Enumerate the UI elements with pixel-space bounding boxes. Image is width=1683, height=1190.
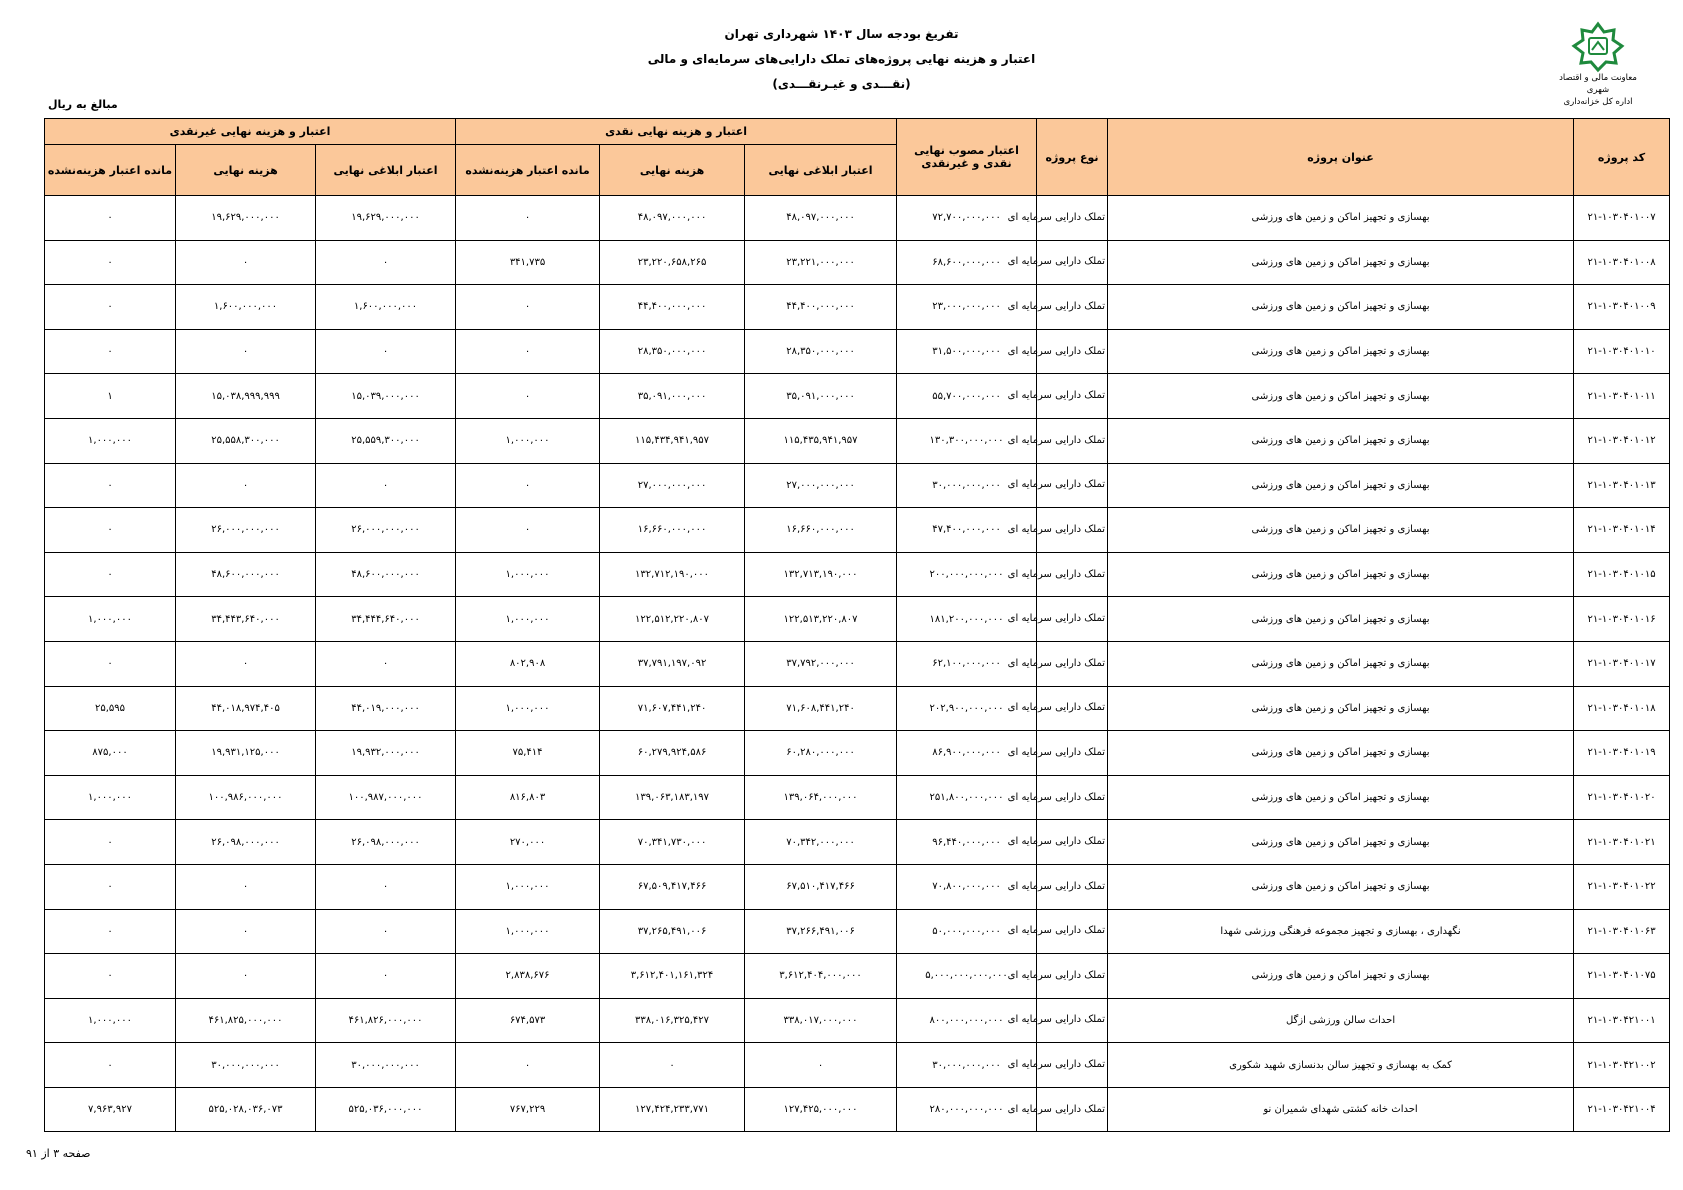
cell-type: تملک دارایی سرمایه ای bbox=[1037, 954, 1108, 999]
cell-title: بهسازی و تجهیز اماکن و زمین های ورزشی bbox=[1108, 285, 1574, 330]
cell-code: ۲۱-۱۰۳۰۴۰۱۰۶۳ bbox=[1574, 909, 1670, 954]
cell-cash-notified: ۰ bbox=[745, 1043, 897, 1088]
cell-nc-notified: ۱۵,۰۳۹,۰۰۰,۰۰۰ bbox=[316, 374, 456, 419]
cell-cash-cost: ۳۵,۰۹۱,۰۰۰,۰۰۰ bbox=[600, 374, 745, 419]
cell-cash-notified: ۲۸,۳۵۰,۰۰۰,۰۰۰ bbox=[745, 329, 897, 374]
cell-code: ۲۱-۱۰۳۰۴۰۱۰۱۰ bbox=[1574, 329, 1670, 374]
cell-code: ۲۱-۱۰۳۰۴۰۱۰۱۸ bbox=[1574, 686, 1670, 731]
cell-title: احداث سالن ورزشی ازگل bbox=[1108, 998, 1574, 1043]
cell-nc-cost: ۴۴,۰۱۸,۹۷۴,۴۰۵ bbox=[176, 686, 316, 731]
cell-approved: ۳۰,۰۰۰,۰۰۰,۰۰۰ bbox=[897, 1043, 1037, 1088]
table-row bbox=[45, 641, 1670, 686]
cell-nc-notified: ۴۶۱,۸۲۶,۰۰۰,۰۰۰ bbox=[316, 998, 456, 1043]
table-row bbox=[45, 552, 1670, 597]
table-row bbox=[45, 374, 1670, 419]
table-row bbox=[45, 998, 1670, 1043]
logo-caption-deputy: معاونت مالی و اقتصاد شهری bbox=[1559, 73, 1637, 95]
cell-nc-remaining: ۰ bbox=[45, 1043, 176, 1088]
cell-cash-remaining: ۲۷۰,۰۰۰ bbox=[456, 820, 600, 865]
cell-cash-remaining: ۲,۸۳۸,۶۷۶ bbox=[456, 954, 600, 999]
cell-nc-remaining: ۱ bbox=[45, 374, 176, 419]
cell-cash-remaining: ۱,۰۰۰,۰۰۰ bbox=[456, 864, 600, 909]
cell-cash-remaining: ۸۱۶,۸۰۳ bbox=[456, 775, 600, 820]
cell-nc-notified: ۰ bbox=[316, 463, 456, 508]
cell-cash-notified: ۱۲۲,۵۱۳,۲۲۰,۸۰۷ bbox=[745, 597, 897, 642]
cell-cash-notified: ۷۰,۳۴۲,۰۰۰,۰۰۰ bbox=[745, 820, 897, 865]
cell-nc-cost: ۰ bbox=[176, 463, 316, 508]
cell-cash-cost: ۳۳۸,۰۱۶,۳۲۵,۴۲۷ bbox=[600, 998, 745, 1043]
table-row bbox=[45, 954, 1670, 999]
cell-nc-cost: ۰ bbox=[176, 641, 316, 686]
cell-cash-notified: ۳۷,۷۹۲,۰۰۰,۰۰۰ bbox=[745, 641, 897, 686]
cell-approved: ۵,۰۰۰,۰۰۰,۰۰۰,۰۰۰ bbox=[897, 954, 1037, 999]
cell-approved: ۳۱,۵۰۰,۰۰۰,۰۰۰ bbox=[897, 329, 1037, 374]
table-row bbox=[45, 864, 1670, 909]
cell-approved: ۴۷,۴۰۰,۰۰۰,۰۰۰ bbox=[897, 508, 1037, 553]
cell-cash-notified: ۴۴,۴۰۰,۰۰۰,۰۰۰ bbox=[745, 285, 897, 330]
cell-cash-notified: ۶۰,۲۸۰,۰۰۰,۰۰۰ bbox=[745, 731, 897, 776]
cell-nc-cost: ۴۸,۶۰۰,۰۰۰,۰۰۰ bbox=[176, 552, 316, 597]
cell-nc-remaining: ۸۷۵,۰۰۰ bbox=[45, 731, 176, 776]
col-group-cash: اعتبار و هزینه نهایی نقدی bbox=[456, 119, 897, 145]
cell-code: ۲۱-۱۰۳۰۴۲۱۰۰۴ bbox=[1574, 1087, 1670, 1132]
cell-nc-cost: ۱۰۰,۹۸۶,۰۰۰,۰۰۰ bbox=[176, 775, 316, 820]
cell-nc-notified: ۴۸,۶۰۰,۰۰۰,۰۰۰ bbox=[316, 552, 456, 597]
cell-nc-cost: ۴۶۱,۸۲۵,۰۰۰,۰۰۰ bbox=[176, 998, 316, 1043]
table-row bbox=[45, 418, 1670, 463]
cell-title: بهسازی و تجهیز اماکن و زمین های ورزشی bbox=[1108, 196, 1574, 241]
cell-cash-remaining: ۱,۰۰۰,۰۰۰ bbox=[456, 597, 600, 642]
cell-cash-cost: ۳۷,۷۹۱,۱۹۷,۰۹۲ bbox=[600, 641, 745, 686]
cell-type: تملک دارایی سرمایه ای bbox=[1037, 909, 1108, 954]
table-row bbox=[45, 240, 1670, 285]
table-row bbox=[45, 597, 1670, 642]
cell-code: ۲۱-۱۰۳۰۴۰۱۰۷۵ bbox=[1574, 954, 1670, 999]
cell-type: تملک دارایی سرمایه ای bbox=[1037, 864, 1108, 909]
cell-cash-remaining: ۰ bbox=[456, 285, 600, 330]
table-row bbox=[45, 775, 1670, 820]
document-header bbox=[0, 22, 1683, 97]
cell-code: ۲۱-۱۰۳۰۴۰۱۰۱۵ bbox=[1574, 552, 1670, 597]
cell-nc-notified: ۱۹,۶۲۹,۰۰۰,۰۰۰ bbox=[316, 196, 456, 241]
cell-type: تملک دارایی سرمایه ای bbox=[1037, 508, 1108, 553]
cell-cash-remaining: ۶۷۴,۵۷۳ bbox=[456, 998, 600, 1043]
cell-code: ۲۱-۱۰۳۰۴۰۱۰۱۲ bbox=[1574, 418, 1670, 463]
cell-type: تملک دارایی سرمایه ای bbox=[1037, 998, 1108, 1043]
table-row bbox=[45, 820, 1670, 865]
cell-approved: ۵۰,۰۰۰,۰۰۰,۰۰۰ bbox=[897, 909, 1037, 954]
table-row bbox=[45, 463, 1670, 508]
cell-code: ۲۱-۱۰۳۰۴۲۱۰۰۱ bbox=[1574, 998, 1670, 1043]
col-header-cash-notified: اعتبار ابلاغی نهایی bbox=[745, 145, 897, 196]
cell-title: بهسازی و تجهیز اماکن و زمین های ورزشی bbox=[1108, 552, 1574, 597]
cell-nc-cost: ۱۹,۹۳۱,۱۲۵,۰۰۰ bbox=[176, 731, 316, 776]
cell-cash-remaining: ۰ bbox=[456, 196, 600, 241]
cell-cash-notified: ۳,۶۱۲,۴۰۴,۰۰۰,۰۰۰ bbox=[745, 954, 897, 999]
cell-code: ۲۱-۱۰۳۰۴۰۱۰۱۱ bbox=[1574, 374, 1670, 419]
cell-nc-remaining: ۰ bbox=[45, 864, 176, 909]
col-header-approved: اعتبار مصوب نهایی نقدی و غیرنقدی bbox=[897, 119, 1037, 196]
cell-title: بهسازی و تجهیز اماکن و زمین های ورزشی bbox=[1108, 686, 1574, 731]
cell-cash-remaining: ۱,۰۰۰,۰۰۰ bbox=[456, 552, 600, 597]
cell-cash-notified: ۲۳,۲۲۱,۰۰۰,۰۰۰ bbox=[745, 240, 897, 285]
cell-cash-remaining: ۰ bbox=[456, 329, 600, 374]
cell-type: تملک دارایی سرمایه ای bbox=[1037, 240, 1108, 285]
table-row bbox=[45, 285, 1670, 330]
cell-nc-notified: ۰ bbox=[316, 641, 456, 686]
cell-nc-cost: ۰ bbox=[176, 329, 316, 374]
cell-approved: ۹۶,۴۴۰,۰۰۰,۰۰۰ bbox=[897, 820, 1037, 865]
cell-nc-notified: ۱۰۰,۹۸۷,۰۰۰,۰۰۰ bbox=[316, 775, 456, 820]
cell-nc-remaining: ۰ bbox=[45, 552, 176, 597]
cell-cash-cost: ۲۷,۰۰۰,۰۰۰,۰۰۰ bbox=[600, 463, 745, 508]
cell-approved: ۱۸۱,۲۰۰,۰۰۰,۰۰۰ bbox=[897, 597, 1037, 642]
cell-cash-remaining: ۷۶۷,۲۲۹ bbox=[456, 1087, 600, 1132]
municipality-logo bbox=[1548, 22, 1648, 108]
cell-type: تملک دارایی سرمایه ای bbox=[1037, 820, 1108, 865]
cell-nc-cost: ۲۶,۰۹۸,۰۰۰,۰۰۰ bbox=[176, 820, 316, 865]
cell-nc-remaining: ۰ bbox=[45, 909, 176, 954]
cell-code: ۲۱-۱۰۳۰۴۰۱۰۱۷ bbox=[1574, 641, 1670, 686]
cell-cash-cost: ۶۰,۲۷۹,۹۲۴,۵۸۶ bbox=[600, 731, 745, 776]
cell-nc-remaining: ۱,۰۰۰,۰۰۰ bbox=[45, 775, 176, 820]
cell-code: ۲۱-۱۰۳۰۴۰۱۰۰۸ bbox=[1574, 240, 1670, 285]
table-row bbox=[45, 329, 1670, 374]
col-header-code: کد پروژه bbox=[1574, 119, 1670, 196]
table-row bbox=[45, 909, 1670, 954]
report-title: اعتبار و هزینه نهایی پروژه‌های تملک دارایی‌های سرمایه‌ای و مالی bbox=[647, 52, 1036, 66]
cell-cash-remaining: ۰ bbox=[456, 463, 600, 508]
cell-nc-remaining: ۲۵,۵۹۵ bbox=[45, 686, 176, 731]
cell-title: بهسازی و تجهیز اماکن و زمین های ورزشی bbox=[1108, 954, 1574, 999]
table-row bbox=[45, 731, 1670, 776]
cell-nc-notified: ۳۴,۴۴۴,۶۴۰,۰۰۰ bbox=[316, 597, 456, 642]
cell-title: بهسازی و تجهیز اماکن و زمین های ورزشی bbox=[1108, 820, 1574, 865]
cell-cash-cost: ۶۷,۵۰۹,۴۱۷,۴۶۶ bbox=[600, 864, 745, 909]
cell-type: تملک دارایی سرمایه ای bbox=[1037, 329, 1108, 374]
cell-title: بهسازی و تجهیز اماکن و زمین های ورزشی bbox=[1108, 775, 1574, 820]
cell-cash-remaining: ۳۴۱,۷۳۵ bbox=[456, 240, 600, 285]
cell-cash-notified: ۳۳۸,۰۱۷,۰۰۰,۰۰۰ bbox=[745, 998, 897, 1043]
tehran-municipality-emblem-icon bbox=[1571, 22, 1625, 72]
cell-type: تملک دارایی سرمایه ای bbox=[1037, 463, 1108, 508]
cell-approved: ۷۲,۷۰۰,۰۰۰,۰۰۰ bbox=[897, 196, 1037, 241]
cell-nc-remaining: ۱,۰۰۰,۰۰۰ bbox=[45, 998, 176, 1043]
col-header-noncash-notified: اعتبار ابلاغی نهایی bbox=[316, 145, 456, 196]
cell-title: بهسازی و تجهیز اماکن و زمین های ورزشی bbox=[1108, 508, 1574, 553]
cell-nc-cost: ۲۶,۰۰۰,۰۰۰,۰۰۰ bbox=[176, 508, 316, 553]
cell-cash-cost: ۰ bbox=[600, 1043, 745, 1088]
report-subtitle: (نقـــدی و غیـرنقـــدی) bbox=[772, 77, 911, 91]
cell-cash-notified: ۱۱۵,۴۳۵,۹۴۱,۹۵۷ bbox=[745, 418, 897, 463]
cell-cash-notified: ۱۳۹,۰۶۴,۰۰۰,۰۰۰ bbox=[745, 775, 897, 820]
cell-cash-cost: ۷۱,۶۰۷,۴۴۱,۲۴۰ bbox=[600, 686, 745, 731]
cell-nc-cost: ۱,۶۰۰,۰۰۰,۰۰۰ bbox=[176, 285, 316, 330]
cell-approved: ۲۰۰,۰۰۰,۰۰۰,۰۰۰ bbox=[897, 552, 1037, 597]
cell-approved: ۳۰,۰۰۰,۰۰۰,۰۰۰ bbox=[897, 463, 1037, 508]
cell-type: تملک دارایی سرمایه ای bbox=[1037, 1087, 1108, 1132]
table-row bbox=[45, 686, 1670, 731]
units-note: مبالغ به ریال bbox=[48, 98, 118, 111]
cell-approved: ۱۳۰,۳۰۰,۰۰۰,۰۰۰ bbox=[897, 418, 1037, 463]
cell-cash-cost: ۲۳,۲۲۰,۶۵۸,۲۶۵ bbox=[600, 240, 745, 285]
cell-cash-notified: ۷۱,۶۰۸,۴۴۱,۲۴۰ bbox=[745, 686, 897, 731]
cell-nc-cost: ۰ bbox=[176, 864, 316, 909]
cell-nc-remaining: ۰ bbox=[45, 508, 176, 553]
cell-nc-remaining: ۰ bbox=[45, 641, 176, 686]
cell-cash-cost: ۱۲۷,۴۲۴,۲۳۳,۷۷۱ bbox=[600, 1087, 745, 1132]
cell-nc-notified: ۲۶,۰۰۰,۰۰۰,۰۰۰ bbox=[316, 508, 456, 553]
cell-title: بهسازی و تجهیز اماکن و زمین های ورزشی bbox=[1108, 329, 1574, 374]
cell-nc-cost: ۰ bbox=[176, 240, 316, 285]
cell-nc-cost: ۰ bbox=[176, 909, 316, 954]
cell-nc-notified: ۰ bbox=[316, 329, 456, 374]
col-header-type: نوع پروژه bbox=[1037, 119, 1108, 196]
cell-approved: ۲۰۲,۹۰۰,۰۰۰,۰۰۰ bbox=[897, 686, 1037, 731]
cell-nc-remaining: ۰ bbox=[45, 196, 176, 241]
cell-cash-remaining: ۰ bbox=[456, 508, 600, 553]
cell-nc-notified: ۱۹,۹۳۲,۰۰۰,۰۰۰ bbox=[316, 731, 456, 776]
cell-cash-notified: ۲۷,۰۰۰,۰۰۰,۰۰۰ bbox=[745, 463, 897, 508]
table-row bbox=[45, 1043, 1670, 1088]
cell-title: نگهداری ، بهسازی و تجهیز مجموعه فرهنگی ورزشی شهدا bbox=[1108, 909, 1574, 954]
cell-nc-notified: ۰ bbox=[316, 909, 456, 954]
cell-title: بهسازی و تجهیز اماکن و زمین های ورزشی bbox=[1108, 864, 1574, 909]
cell-nc-notified: ۰ bbox=[316, 864, 456, 909]
cell-cash-remaining: ۸۰۲,۹۰۸ bbox=[456, 641, 600, 686]
cell-approved: ۶۲,۱۰۰,۰۰۰,۰۰۰ bbox=[897, 641, 1037, 686]
cell-cash-notified: ۱۲۷,۴۲۵,۰۰۰,۰۰۰ bbox=[745, 1087, 897, 1132]
cell-type: تملک دارایی سرمایه ای bbox=[1037, 552, 1108, 597]
cell-cash-cost: ۱۳۲,۷۱۲,۱۹۰,۰۰۰ bbox=[600, 552, 745, 597]
cell-nc-remaining: ۰ bbox=[45, 240, 176, 285]
cell-cash-notified: ۳۷,۲۶۶,۴۹۱,۰۰۶ bbox=[745, 909, 897, 954]
cell-nc-remaining: ۰ bbox=[45, 954, 176, 999]
cell-cash-cost: ۴۴,۴۰۰,۰۰۰,۰۰۰ bbox=[600, 285, 745, 330]
cell-title: بهسازی و تجهیز اماکن و زمین های ورزشی bbox=[1108, 374, 1574, 419]
col-header-noncash-final-cost: هزینه نهایی bbox=[176, 145, 316, 196]
cell-title: بهسازی و تجهیز اماکن و زمین های ورزشی bbox=[1108, 597, 1574, 642]
cell-nc-notified: ۰ bbox=[316, 240, 456, 285]
cell-cash-cost: ۴۸,۰۹۷,۰۰۰,۰۰۰ bbox=[600, 196, 745, 241]
table-row bbox=[45, 1087, 1670, 1132]
col-header-noncash-remaining: مانده اعتبار هزینه‌نشده bbox=[45, 145, 176, 196]
cell-title: بهسازی و تجهیز اماکن و زمین های ورزشی bbox=[1108, 240, 1574, 285]
cell-cash-remaining: ۱,۰۰۰,۰۰۰ bbox=[456, 909, 600, 954]
cell-nc-remaining: ۱,۰۰۰,۰۰۰ bbox=[45, 418, 176, 463]
cell-approved: ۸۰۰,۰۰۰,۰۰۰,۰۰۰ bbox=[897, 998, 1037, 1043]
cell-title: احداث خانه کشتی شهدای شمیران نو bbox=[1108, 1087, 1574, 1132]
cell-nc-notified: ۲۶,۰۹۸,۰۰۰,۰۰۰ bbox=[316, 820, 456, 865]
cell-title: بهسازی و تجهیز اماکن و زمین های ورزشی bbox=[1108, 731, 1574, 776]
cell-approved: ۲۸۰,۰۰۰,۰۰۰,۰۰۰ bbox=[897, 1087, 1037, 1132]
cell-cash-remaining: ۷۵,۴۱۴ bbox=[456, 731, 600, 776]
cell-type: تملک دارایی سرمایه ای bbox=[1037, 775, 1108, 820]
budget-table bbox=[44, 118, 1670, 1132]
budget-title: تفریغ بودجه سال ۱۴۰۳ شهرداری تهران bbox=[724, 27, 959, 41]
cell-approved: ۲۳,۰۰۰,۰۰۰,۰۰۰ bbox=[897, 285, 1037, 330]
cell-nc-remaining: ۰ bbox=[45, 285, 176, 330]
table-row bbox=[45, 508, 1670, 553]
cell-approved: ۲۵۱,۸۰۰,۰۰۰,۰۰۰ bbox=[897, 775, 1037, 820]
cell-nc-cost: ۵۲۵,۰۲۸,۰۳۶,۰۷۳ bbox=[176, 1087, 316, 1132]
cell-nc-cost: ۳۴,۴۴۳,۶۴۰,۰۰۰ bbox=[176, 597, 316, 642]
col-group-noncash: اعتبار و هزینه نهایی غیرنقدی bbox=[45, 119, 456, 145]
cell-cash-remaining: ۱,۰۰۰,۰۰۰ bbox=[456, 686, 600, 731]
cell-code: ۲۱-۱۰۳۰۴۰۱۰۰۷ bbox=[1574, 196, 1670, 241]
table-row bbox=[45, 196, 1670, 241]
cell-nc-cost: ۱۵,۰۳۸,۹۹۹,۹۹۹ bbox=[176, 374, 316, 419]
cell-code: ۲۱-۱۰۳۰۴۰۱۰۲۱ bbox=[1574, 820, 1670, 865]
cell-cash-cost: ۱۳۹,۰۶۳,۱۸۳,۱۹۷ bbox=[600, 775, 745, 820]
cell-nc-remaining: ۰ bbox=[45, 329, 176, 374]
cell-nc-remaining: ۰ bbox=[45, 820, 176, 865]
logo-caption-treasury: اداره کل خزانه‌داری bbox=[1563, 97, 1633, 107]
cell-type: تملک دارایی سرمایه ای bbox=[1037, 597, 1108, 642]
cell-nc-notified: ۲۵,۵۵۹,۳۰۰,۰۰۰ bbox=[316, 418, 456, 463]
cell-cash-notified: ۱۳۲,۷۱۳,۱۹۰,۰۰۰ bbox=[745, 552, 897, 597]
cell-nc-notified: ۱,۶۰۰,۰۰۰,۰۰۰ bbox=[316, 285, 456, 330]
cell-type: تملک دارایی سرمایه ای bbox=[1037, 196, 1108, 241]
cell-code: ۲۱-۱۰۳۰۴۰۱۰۱۴ bbox=[1574, 508, 1670, 553]
cell-cash-cost: ۱۶,۶۶۰,۰۰۰,۰۰۰ bbox=[600, 508, 745, 553]
cell-code: ۲۱-۱۰۳۰۴۲۱۰۰۲ bbox=[1574, 1043, 1670, 1088]
cell-cash-remaining: ۱,۰۰۰,۰۰۰ bbox=[456, 418, 600, 463]
cell-cash-notified: ۶۷,۵۱۰,۴۱۷,۴۶۶ bbox=[745, 864, 897, 909]
cell-nc-remaining: ۰ bbox=[45, 463, 176, 508]
cell-cash-cost: ۲۸,۳۵۰,۰۰۰,۰۰۰ bbox=[600, 329, 745, 374]
col-header-cash-remaining: مانده اعتبار هزینه‌نشده bbox=[456, 145, 600, 196]
cell-nc-cost: ۱۹,۶۲۹,۰۰۰,۰۰۰ bbox=[176, 196, 316, 241]
cell-nc-notified: ۳۰,۰۰۰,۰۰۰,۰۰۰ bbox=[316, 1043, 456, 1088]
cell-title: بهسازی و تجهیز اماکن و زمین های ورزشی bbox=[1108, 641, 1574, 686]
cell-cash-cost: ۱۱۵,۴۳۴,۹۴۱,۹۵۷ bbox=[600, 418, 745, 463]
cell-nc-remaining: ۷,۹۶۳,۹۲۷ bbox=[45, 1087, 176, 1132]
cell-nc-cost: ۳۰,۰۰۰,۰۰۰,۰۰۰ bbox=[176, 1043, 316, 1088]
cell-nc-notified: ۰ bbox=[316, 954, 456, 999]
cell-code: ۲۱-۱۰۳۰۴۰۱۰۲۰ bbox=[1574, 775, 1670, 820]
cell-cash-notified: ۱۶,۶۶۰,۰۰۰,۰۰۰ bbox=[745, 508, 897, 553]
cell-nc-cost: ۰ bbox=[176, 954, 316, 999]
col-header-title: عنوان پروژه bbox=[1108, 119, 1574, 196]
cell-nc-notified: ۴۴,۰۱۹,۰۰۰,۰۰۰ bbox=[316, 686, 456, 731]
cell-title: کمک به بهسازی و تجهیز سالن بدنسازی شهید شکوری bbox=[1108, 1043, 1574, 1088]
cell-type: تملک دارایی سرمایه ای bbox=[1037, 374, 1108, 419]
cell-cash-remaining: ۰ bbox=[456, 1043, 600, 1088]
cell-approved: ۶۸,۶۰۰,۰۰۰,۰۰۰ bbox=[897, 240, 1037, 285]
cell-cash-cost: ۳,۶۱۲,۴۰۱,۱۶۱,۳۲۴ bbox=[600, 954, 745, 999]
cell-cash-notified: ۳۵,۰۹۱,۰۰۰,۰۰۰ bbox=[745, 374, 897, 419]
page-number: صفحه ۳ از ۹۱ bbox=[26, 1147, 91, 1160]
cell-code: ۲۱-۱۰۳۰۴۰۱۰۲۲ bbox=[1574, 864, 1670, 909]
cell-code: ۲۱-۱۰۳۰۴۰۱۰۱۶ bbox=[1574, 597, 1670, 642]
col-header-cash-final-cost: هزینه نهایی bbox=[600, 145, 745, 196]
cell-nc-remaining: ۱,۰۰۰,۰۰۰ bbox=[45, 597, 176, 642]
cell-cash-notified: ۴۸,۰۹۷,۰۰۰,۰۰۰ bbox=[745, 196, 897, 241]
cell-code: ۲۱-۱۰۳۰۴۰۱۰۰۹ bbox=[1574, 285, 1670, 330]
cell-cash-cost: ۷۰,۳۴۱,۷۳۰,۰۰۰ bbox=[600, 820, 745, 865]
cell-code: ۲۱-۱۰۳۰۴۰۱۰۱۳ bbox=[1574, 463, 1670, 508]
cell-approved: ۷۰,۸۰۰,۰۰۰,۰۰۰ bbox=[897, 864, 1037, 909]
cell-type: تملک دارایی سرمایه ای bbox=[1037, 285, 1108, 330]
cell-nc-notified: ۵۲۵,۰۳۶,۰۰۰,۰۰۰ bbox=[316, 1087, 456, 1132]
cell-type: تملک دارایی سرمایه ای bbox=[1037, 1043, 1108, 1088]
cell-type: تملک دارایی سرمایه ای bbox=[1037, 418, 1108, 463]
cell-cash-cost: ۱۲۲,۵۱۲,۲۲۰,۸۰۷ bbox=[600, 597, 745, 642]
cell-nc-cost: ۲۵,۵۵۸,۳۰۰,۰۰۰ bbox=[176, 418, 316, 463]
cell-code: ۲۱-۱۰۳۰۴۰۱۰۱۹ bbox=[1574, 731, 1670, 776]
cell-type: تملک دارایی سرمایه ای bbox=[1037, 731, 1108, 776]
cell-title: بهسازی و تجهیز اماکن و زمین های ورزشی bbox=[1108, 418, 1574, 463]
cell-approved: ۸۶,۹۰۰,۰۰۰,۰۰۰ bbox=[897, 731, 1037, 776]
cell-approved: ۵۵,۷۰۰,۰۰۰,۰۰۰ bbox=[897, 374, 1037, 419]
cell-title: بهسازی و تجهیز اماکن و زمین های ورزشی bbox=[1108, 463, 1574, 508]
cell-type: تملک دارایی سرمایه ای bbox=[1037, 686, 1108, 731]
cell-type: تملک دارایی سرمایه ای bbox=[1037, 641, 1108, 686]
cell-cash-remaining: ۰ bbox=[456, 374, 600, 419]
table-body bbox=[45, 196, 1670, 1132]
cell-cash-cost: ۳۷,۲۶۵,۴۹۱,۰۰۶ bbox=[600, 909, 745, 954]
